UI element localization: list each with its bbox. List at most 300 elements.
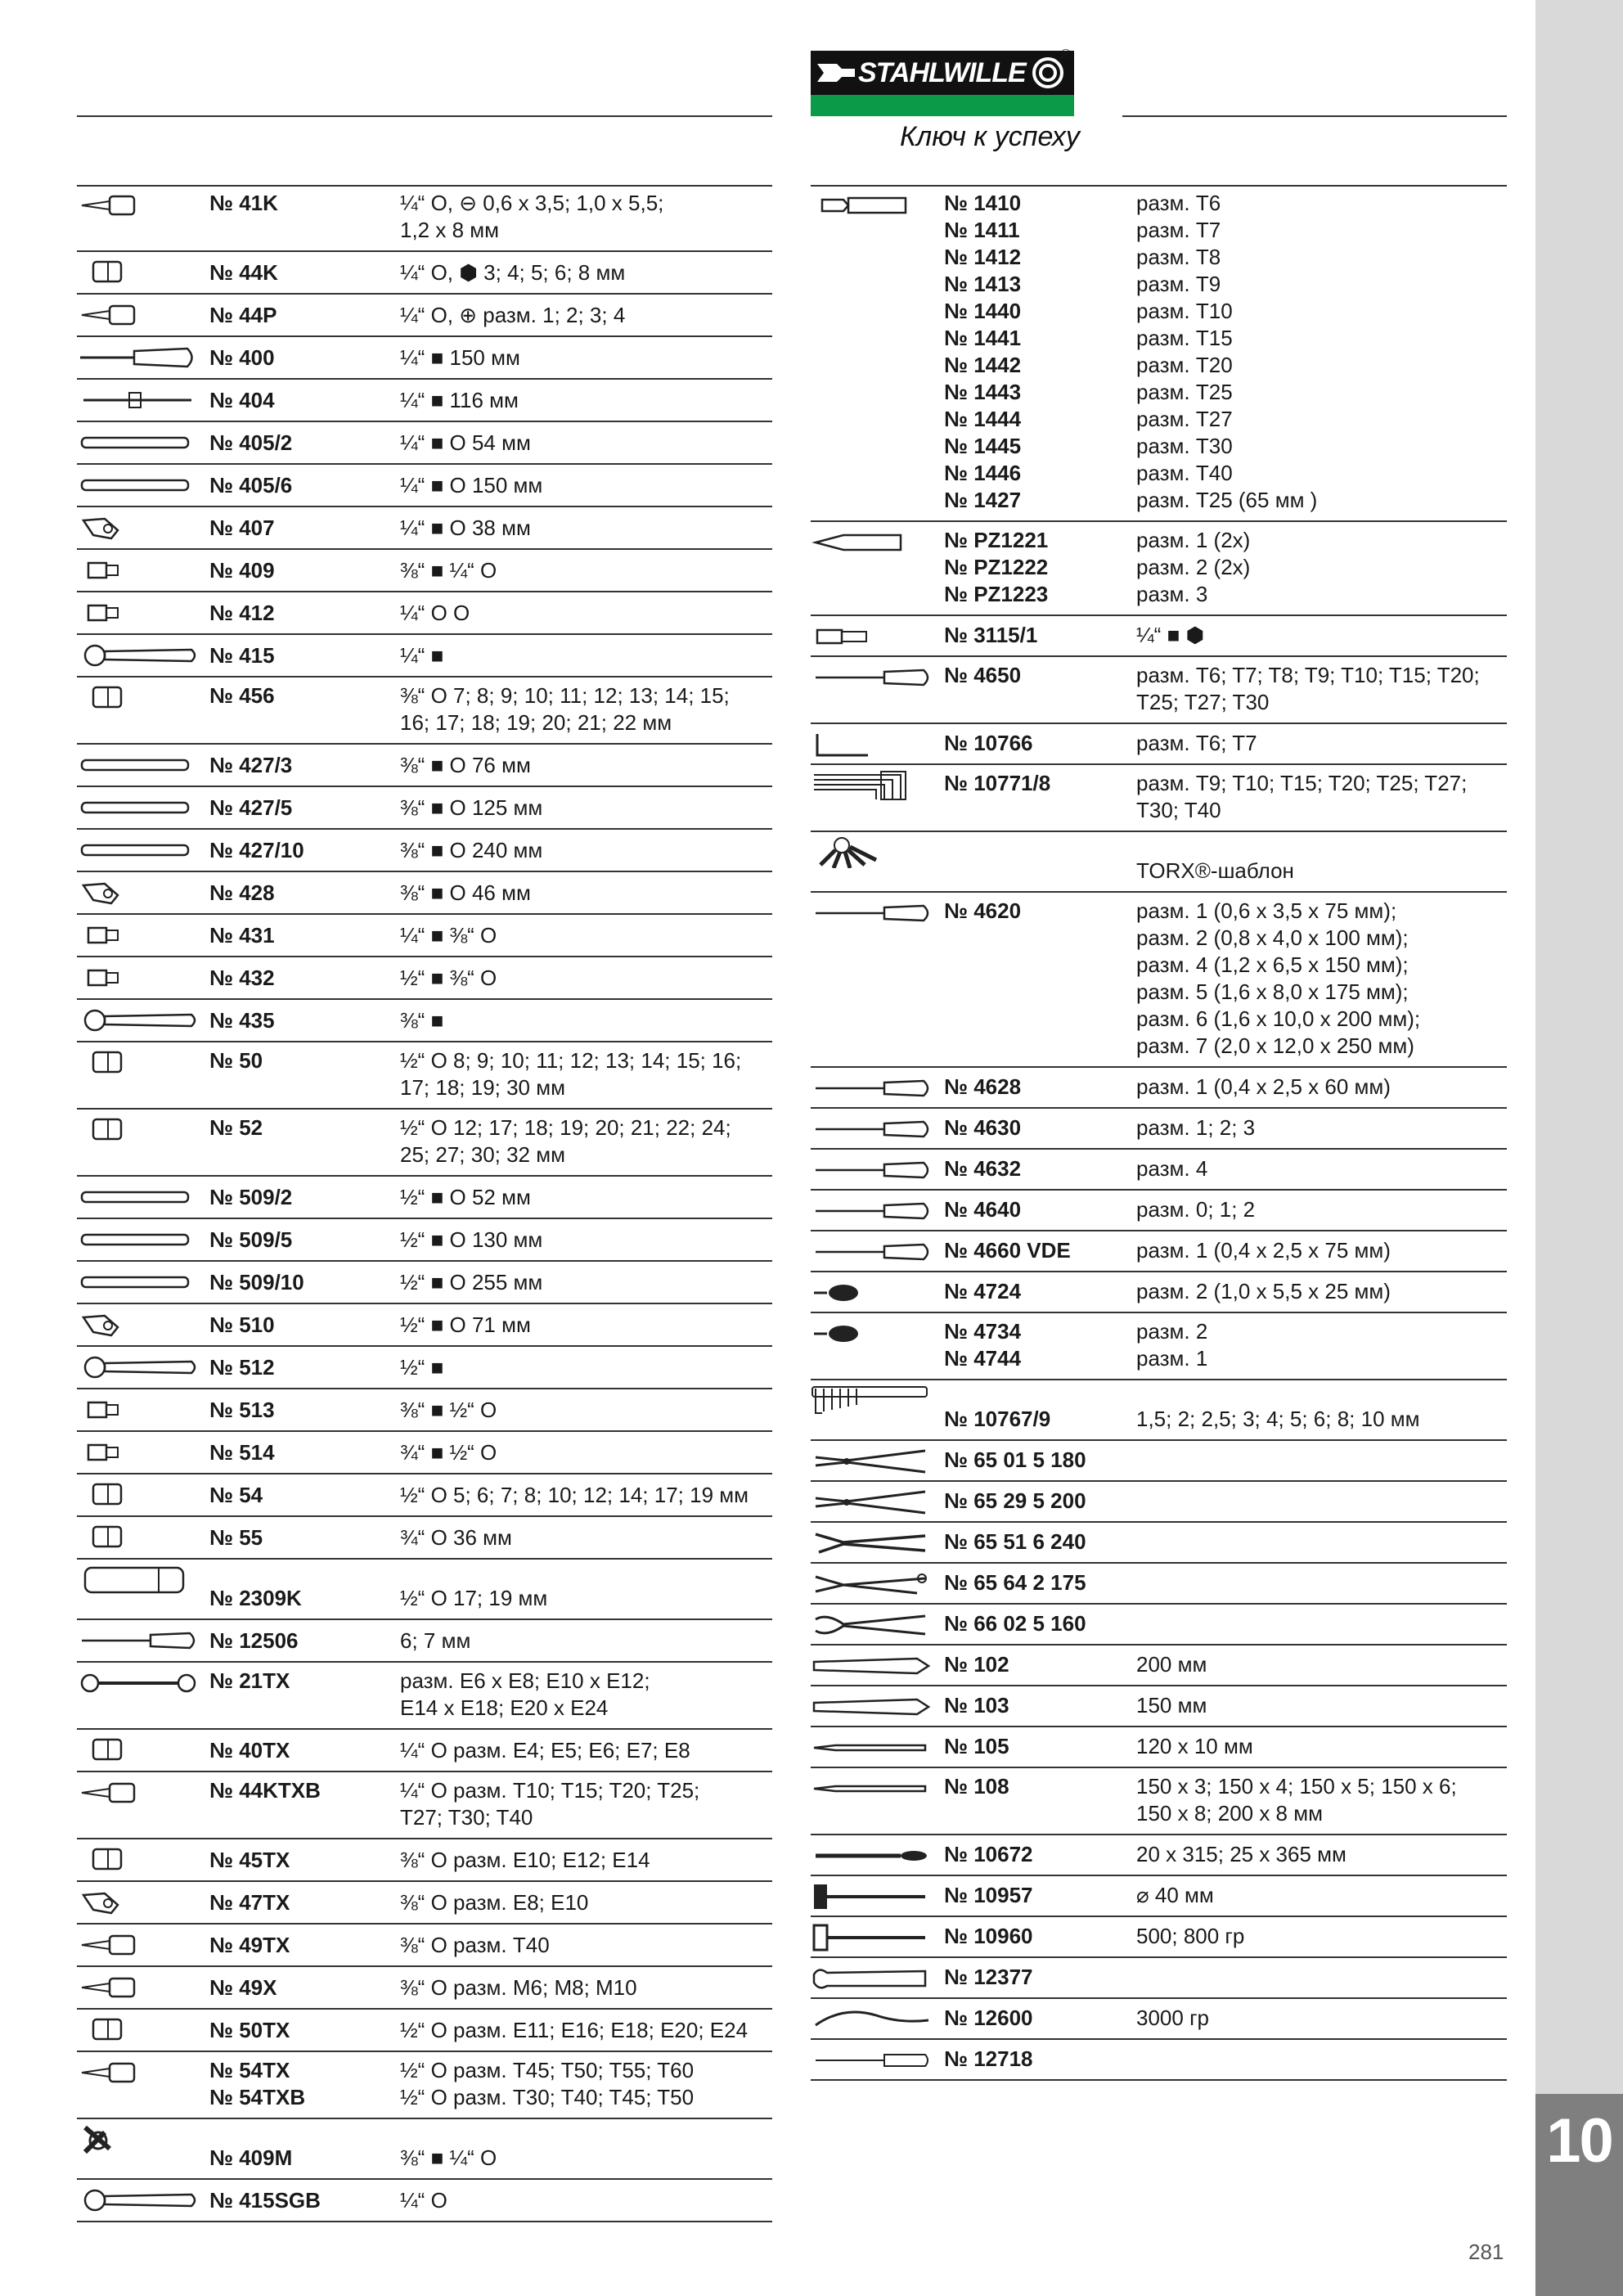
extension-bar-icon xyxy=(77,1267,200,1298)
torx-gauge-icon xyxy=(811,837,933,868)
left-row xyxy=(77,1262,772,1304)
article-number: № 509/5 xyxy=(209,1227,293,1252)
article-description: ⅜“ ■ xyxy=(400,1008,444,1033)
column-top-rule xyxy=(811,185,1507,187)
socket-bit-icon xyxy=(77,299,200,331)
left-row xyxy=(77,1839,772,1882)
right-row xyxy=(811,2040,1507,2081)
punch-icon xyxy=(811,1732,933,1763)
article-number: № 405/2 xyxy=(209,430,293,455)
left-row xyxy=(77,1177,772,1219)
article-description: 1,5; 2; 2,5; 3; 4; 5; 6; 8; 10 мм xyxy=(1136,1407,1420,1431)
article-description: TORX®-шаблон xyxy=(1136,858,1294,883)
page-sidebar xyxy=(1535,0,1623,2296)
article-number: № PZ1221 № PZ1222 № PZ1223 xyxy=(944,528,1049,606)
article-description: 200 мм xyxy=(1136,1652,1207,1677)
right-row xyxy=(811,1835,1507,1876)
article-description: 150 x 3; 150 x 4; 150 x 5; 150 x 6; 150 x 8; 200 x 8 мм xyxy=(1136,1774,1457,1826)
right-row xyxy=(811,1605,1507,1645)
article-number: № 415SGB xyxy=(209,2188,321,2213)
article-description: ½“ ■ O 52 мм xyxy=(400,1185,531,1209)
article-description: 6; 7 мм xyxy=(400,1628,471,1653)
left-row xyxy=(77,635,772,678)
article-description: ¼“ ■ xyxy=(400,643,444,668)
right-row xyxy=(811,1523,1507,1564)
mallet-icon xyxy=(811,1881,933,1912)
l-key-set-icon xyxy=(811,770,933,801)
article-description: ¼“ O, ⬢ 3; 4; 5; 6; 8 мм xyxy=(400,260,626,285)
right-row xyxy=(811,185,1507,522)
article-description: разм. 2 (1,0 x 5,5 x 25 мм) xyxy=(1136,1279,1391,1303)
scraper-icon xyxy=(811,2045,933,2076)
left-row xyxy=(77,1517,772,1560)
right-row xyxy=(811,1109,1507,1150)
bit-holder-icon xyxy=(811,621,933,652)
screwdriver-icon xyxy=(811,1073,933,1104)
left-row xyxy=(77,2010,772,2052)
wire-brush-icon xyxy=(811,1963,933,1994)
article-number: № 44P xyxy=(209,303,277,327)
article-number: № 65 51 6 240 xyxy=(944,1529,1086,1554)
article-number: № 54TX № 54TXB xyxy=(209,2058,306,2109)
left-row xyxy=(77,422,772,465)
article-number: № 415 xyxy=(209,643,275,668)
speed-brace-icon xyxy=(77,2124,200,2155)
article-description: ½“ ■ xyxy=(400,1355,444,1380)
article-description: ½“ ■ O 71 мм xyxy=(400,1312,531,1337)
article-number: № 52 xyxy=(209,1115,263,1140)
article-description: ½“ O разм. E11; E16; E18; E20; E24 xyxy=(400,2018,749,2042)
extension-bar-icon xyxy=(77,792,200,823)
right-row xyxy=(811,893,1507,1068)
article-description: ⅜“ ■ O 240 мм xyxy=(400,838,543,862)
article-description: ½“ ■ O 130 мм xyxy=(400,1227,543,1252)
article-description: ⅜“ O разм. M6; M8; M10 xyxy=(400,1975,637,2000)
article-description: ½“ ■ O 255 мм xyxy=(400,1270,543,1294)
article-description: разм. 1 (0,4 x 2,5 x 60 мм) xyxy=(1136,1074,1391,1099)
article-number: № 412 xyxy=(209,601,275,625)
article-description: ½“ ■ ⅜“ O xyxy=(400,966,497,990)
brand-logo xyxy=(811,51,1074,116)
article-number: № 409 xyxy=(209,558,275,583)
article-description: разм. 1 (0,4 x 2,5 x 75 мм) xyxy=(1136,1238,1391,1263)
left-row xyxy=(77,872,772,915)
article-number: № 4650 xyxy=(944,663,1022,687)
extension-bar-icon xyxy=(77,1224,200,1255)
article-number: № 4620 xyxy=(944,898,1022,923)
left-row xyxy=(77,380,772,422)
right-row xyxy=(811,1958,1507,1999)
universal-joint-icon xyxy=(77,1887,200,1918)
right-row xyxy=(811,1482,1507,1523)
left-row xyxy=(77,915,772,957)
right-row xyxy=(811,1231,1507,1272)
socket-icon xyxy=(77,682,200,714)
article-number: № 407 xyxy=(209,515,275,540)
right-row xyxy=(811,1727,1507,1768)
article-number: № 4628 xyxy=(944,1074,1022,1099)
article-description: разм. 1 (0,6 x 3,5 x 75 мм); разм. 2 (0,8 x 4,0 x 100 мм); разм. 4 (1,2 x 6,5 x 150 мм); разм. 5 (1,6 x 8,0 x 175 мм); разм. 6 (1,6 x 10,0 x 200 мм); разм. 7 (2,0 x 12,0 x 250 мм) xyxy=(1136,898,1421,1058)
article-description: ½“ O 17; 19 мм xyxy=(400,1586,548,1610)
right-row xyxy=(811,616,1507,657)
socket-icon xyxy=(77,2015,200,2046)
ring-spanner-icon xyxy=(77,1668,200,1699)
left-row xyxy=(77,295,772,337)
left-row xyxy=(77,1389,772,1432)
article-number: № 10960 xyxy=(944,1924,1033,1948)
article-number: № 405/6 xyxy=(209,473,293,497)
left-row xyxy=(77,1000,772,1042)
right-row xyxy=(811,1686,1507,1727)
article-number: № 10672 xyxy=(944,1842,1033,1866)
article-description: разм. T6; T7; T8; T9; T10; T15; T20; T25; T27; T30 xyxy=(1136,663,1480,714)
t-handle-icon xyxy=(77,385,200,416)
article-number: № 4632 xyxy=(944,1156,1022,1181)
article-description: 150 мм xyxy=(1136,1693,1207,1717)
chapter-number: 10 xyxy=(1546,2106,1612,2176)
left-row xyxy=(77,1474,772,1517)
article-description: ⅜“ O разм. T40 xyxy=(400,1933,550,1957)
article-description: ⅜“ ■ ¼“ O xyxy=(400,2145,497,2170)
left-row xyxy=(77,830,772,872)
left-row xyxy=(77,1967,772,2010)
article-description: 20 x 315; 25 x 365 мм xyxy=(1136,1842,1347,1866)
water-pump-pliers-icon xyxy=(811,1528,933,1559)
article-number: № 65 29 5 200 xyxy=(944,1488,1086,1513)
file-icon xyxy=(811,1840,933,1871)
left-row xyxy=(77,252,772,295)
article-number: № 456 xyxy=(209,683,275,708)
article-number: № 50 xyxy=(209,1048,263,1073)
left-row xyxy=(77,1882,772,1925)
article-number: № 514 xyxy=(209,1440,275,1465)
torx-bit-icon xyxy=(811,190,933,221)
hex-key-set-icon xyxy=(811,1385,933,1416)
article-number: № 4724 xyxy=(944,1279,1022,1303)
article-description: ⅜“ O 7; 8; 9; 10; 11; 12; 13; 14; 15; 16; 17; 18; 19; 20; 21; 22 мм xyxy=(400,683,730,735)
screwdriver-icon xyxy=(811,1236,933,1267)
wrench-icon xyxy=(812,51,861,95)
article-number: № 55 xyxy=(209,1525,263,1550)
article-number: № 509/2 xyxy=(209,1185,293,1209)
article-number: № 54 xyxy=(209,1483,263,1507)
article-number: № 10771/8 xyxy=(944,771,1051,795)
left-row xyxy=(77,1304,772,1347)
article-number: № 428 xyxy=(209,880,275,905)
article-description: ⌀ 40 мм xyxy=(1136,1883,1214,1907)
article-number: № 47TX xyxy=(209,1890,290,1915)
header-rule-left xyxy=(77,115,772,117)
article-description: разм. T9; T10; T15; T20; T25; T27; T30; T40 xyxy=(1136,771,1468,822)
article-number: № 513 xyxy=(209,1398,275,1422)
article-description: разм. 0; 1; 2 xyxy=(1136,1197,1256,1222)
article-number: № 41K xyxy=(209,191,278,215)
article-number: № 435 xyxy=(209,1008,275,1033)
adaptor-icon xyxy=(77,597,200,628)
driver-handle-icon xyxy=(77,342,200,373)
article-number: № 4734 № 4744 xyxy=(944,1319,1022,1371)
article-description: ½“ O 12; 17; 18; 19; 20; 21; 22; 24; 25; 27; 30; 32 мм xyxy=(400,1115,731,1167)
logo-text: STAHLWILLE xyxy=(858,57,1026,88)
article-number: № 3115/1 xyxy=(944,623,1038,647)
article-description: ¼“ O xyxy=(400,2188,447,2213)
ratchet-icon xyxy=(77,640,200,671)
hammer-icon xyxy=(811,1922,933,1953)
article-number: № 10766 xyxy=(944,731,1033,755)
left-row xyxy=(77,1042,772,1110)
left-row xyxy=(77,465,772,507)
universal-joint-icon xyxy=(77,877,200,908)
article-description: 3000 гр xyxy=(1136,2006,1210,2030)
left-row xyxy=(77,1560,772,1620)
article-description: 120 x 10 мм xyxy=(1136,1734,1253,1758)
right-row xyxy=(811,765,1507,832)
left-row xyxy=(77,957,772,1000)
article-description: ¼“ ■ O 38 мм xyxy=(400,515,531,540)
article-number: № 50TX xyxy=(209,2018,290,2042)
article-description: ¼“ O, ⊕ разм. 1; 2; 3; 4 xyxy=(400,303,626,327)
article-number: № 1410 № 1411 № 1412 № 1413 № 1440 № 1441 № 1442 № 1443 № 1444 № 1445 № 1446 № 1427 xyxy=(944,191,1022,512)
socket-bit-icon xyxy=(77,1929,200,1961)
socket-icon xyxy=(77,1114,200,1146)
right-row xyxy=(811,1645,1507,1686)
left-row xyxy=(77,1110,772,1177)
article-description: ¼“ O O xyxy=(400,601,470,625)
article-description: ⅜“ ■ ¼“ O xyxy=(400,558,497,583)
socket-icon xyxy=(77,1735,200,1766)
article-number: № 44KTXB xyxy=(209,1778,321,1803)
socket-icon xyxy=(77,1047,200,1078)
article-description: ¼“ O разм. T10; T15; T20; T25; T27; T30; T40 xyxy=(400,1778,700,1830)
article-number: № 4640 xyxy=(944,1197,1022,1222)
article-number: № 4660 VDE xyxy=(944,1238,1071,1263)
article-number: № 2309K xyxy=(209,1586,302,1610)
left-row xyxy=(77,1432,772,1474)
article-description: ⅜“ ■ O 46 мм xyxy=(400,880,531,905)
extension-bar-icon xyxy=(77,835,200,866)
article-description: разм. E6 x E8; E10 x E12; E14 x E18; E20 x E24 xyxy=(400,1668,650,1720)
article-number: № 512 xyxy=(209,1355,275,1380)
left-row xyxy=(77,678,772,745)
extension-bar-icon xyxy=(77,427,200,458)
socket-icon xyxy=(77,257,200,288)
punch-icon xyxy=(811,1773,933,1804)
right-row xyxy=(811,1917,1507,1958)
extension-bar-icon xyxy=(77,750,200,781)
screwdriver-icon xyxy=(77,1625,200,1656)
universal-joint-icon xyxy=(77,1309,200,1340)
pozidriv-bit-icon xyxy=(811,527,933,558)
article-description: ⅜“ ■ ½“ O xyxy=(400,1398,497,1422)
left-row xyxy=(77,507,772,550)
right-row xyxy=(811,522,1507,616)
article-description: разм. 1; 2; 3 xyxy=(1136,1115,1256,1140)
article-description: ½“ O 8; 9; 10; 11; 12; 13; 14; 15; 16; 17; 18; 19; 30 мм xyxy=(400,1048,742,1100)
article-number: № 427/3 xyxy=(209,753,293,777)
left-row xyxy=(77,2052,772,2119)
chapter-tab xyxy=(1535,2094,1623,2296)
pliers-icon xyxy=(811,1487,933,1518)
extension-bar-icon xyxy=(77,1182,200,1213)
left-row xyxy=(77,1219,772,1262)
deep-socket-icon xyxy=(77,1564,200,1596)
adaptor-icon xyxy=(77,1394,200,1425)
article-number: № 40TX xyxy=(209,1738,290,1763)
article-number: № 12377 xyxy=(944,1965,1033,1989)
article-description: ¼“ O, ⊖ 0,6 x 3,5; 1,0 x 5,5; 1,2 x 8 мм xyxy=(400,191,664,242)
article-description: ¼“ ■ O 54 мм xyxy=(400,430,531,455)
right-row xyxy=(811,1564,1507,1605)
left-row xyxy=(77,1925,772,1967)
left-row xyxy=(77,787,772,830)
left-row xyxy=(77,185,772,252)
left-row xyxy=(77,337,772,380)
article-description: разм. T6; T7 xyxy=(1136,731,1257,755)
right-row xyxy=(811,1441,1507,1482)
adaptor-icon xyxy=(77,962,200,993)
article-description: разм. 1 (2x) разм. 2 (2x) разм. 3 xyxy=(1136,528,1251,606)
article-number: № 66 02 5 160 xyxy=(944,1611,1086,1636)
socket-icon xyxy=(77,1844,200,1875)
article-description: разм. 2 разм. 1 xyxy=(1136,1319,1208,1371)
left-row xyxy=(77,550,772,592)
article-number: № 4630 xyxy=(944,1115,1022,1140)
article-number: № 49X xyxy=(209,1975,277,2000)
article-number: № 10957 xyxy=(944,1883,1033,1907)
brand-slogan: Ключ к успеху xyxy=(900,121,1080,152)
article-description: 500; 800 гр xyxy=(1136,1924,1245,1948)
article-description: разм. 4 xyxy=(1136,1156,1208,1181)
article-description: ¼“ ■ 116 мм xyxy=(400,388,519,412)
socket-icon xyxy=(77,1522,200,1553)
screwdriver-icon xyxy=(811,662,933,693)
right-row xyxy=(811,1068,1507,1109)
chisel-icon xyxy=(811,1691,933,1722)
socket-bit-icon xyxy=(77,1972,200,2003)
article-number: № 65 64 2 175 xyxy=(944,1570,1086,1595)
article-description: ½“ O разм. T45; T50; T55; T60 ½“ O разм. T30; T40; T45; T50 xyxy=(400,2058,695,2109)
article-description: ¾“ O 36 мм xyxy=(400,1525,512,1550)
article-description: ¼“ ■ O 150 мм xyxy=(400,473,543,497)
article-number: № 12506 xyxy=(209,1628,299,1653)
socket-icon xyxy=(77,1479,200,1510)
universal-joint-icon xyxy=(77,512,200,543)
article-number: № 404 xyxy=(209,388,275,412)
ratchet-icon xyxy=(77,1352,200,1383)
article-description: ¼“ O разм. E4; E5; E6; E7; E8 xyxy=(400,1738,690,1763)
article-number: № 105 xyxy=(944,1734,1009,1758)
chisel-icon xyxy=(811,1650,933,1681)
cutting-pliers-icon xyxy=(811,1609,933,1641)
adaptor-icon xyxy=(77,555,200,586)
right-row xyxy=(811,832,1507,893)
l-key-icon xyxy=(811,729,933,760)
screwdriver-icon xyxy=(811,1155,933,1186)
article-description: ¼“ ■ ⅜“ O xyxy=(400,923,497,948)
right-row xyxy=(811,1999,1507,2040)
left-row xyxy=(77,1772,772,1839)
left-row xyxy=(77,1347,772,1389)
ratchet-icon xyxy=(77,1005,200,1036)
column-top-rule xyxy=(77,185,772,187)
magnetic-pick-up-icon xyxy=(811,2004,933,2035)
screwdriver-icon xyxy=(811,1195,933,1227)
article-number: № 427/10 xyxy=(209,838,304,862)
article-number: № 49TX xyxy=(209,1933,290,1957)
article-number: № 509/10 xyxy=(209,1270,304,1294)
article-number: № 12600 xyxy=(944,2006,1033,2030)
article-description: ⅜“ ■ O 125 мм xyxy=(400,795,543,820)
article-number: № 10767/9 xyxy=(944,1407,1051,1431)
article-number: № 510 xyxy=(209,1312,275,1337)
socket-bit-icon xyxy=(77,1777,200,1808)
article-number: № 431 xyxy=(209,923,275,948)
right-row xyxy=(811,1191,1507,1231)
right-row xyxy=(811,1768,1507,1835)
article-description: разм. T6 разм. T7 разм. T8 разм. T9 разм. T10 разм. T15 разм. T20 разм. T25 разм. T27 разм. T30 разм. T40 разм. T25 (65 мм ) xyxy=(1136,191,1318,512)
extension-bar-icon xyxy=(77,470,200,501)
left-row xyxy=(77,745,772,787)
left-row xyxy=(77,1730,772,1772)
left-row xyxy=(77,1620,772,1663)
article-number: № 432 xyxy=(209,966,275,990)
article-number: № 409M xyxy=(209,2145,293,2170)
header-rule-right xyxy=(1122,115,1507,117)
socket-bit-icon xyxy=(77,2057,200,2088)
article-description: ¼“ ■ ⬢ xyxy=(1136,623,1205,647)
article-description: ⅜“ O разм. E10; E12; E14 xyxy=(400,1848,650,1872)
right-row xyxy=(811,1272,1507,1313)
article-number: № 108 xyxy=(944,1774,1009,1799)
pliers-icon xyxy=(811,1446,933,1477)
adaptor-icon xyxy=(77,1437,200,1468)
left-row xyxy=(77,2180,772,2222)
ratchet-icon xyxy=(77,2185,200,2216)
article-description: ⅜“ O разм. E8; E10 xyxy=(400,1890,589,1915)
right-row xyxy=(811,724,1507,765)
right-row xyxy=(811,1150,1507,1191)
article-number: № 21TX xyxy=(209,1668,290,1693)
article-number: № 45TX xyxy=(209,1848,290,1872)
locking-pliers-icon xyxy=(811,1569,933,1600)
right-row xyxy=(811,1313,1507,1380)
left-row xyxy=(77,2119,772,2180)
right-row xyxy=(811,1380,1507,1441)
article-description: ⅜“ ■ O 76 мм xyxy=(400,753,531,777)
adaptor-icon xyxy=(77,920,200,951)
article-number: № 65 01 5 180 xyxy=(944,1447,1086,1472)
article-description: ¼“ ■ 150 мм xyxy=(400,345,520,370)
article-description: ¾“ ■ ½“ O xyxy=(400,1440,497,1465)
registered-mark: ® xyxy=(1061,47,1071,61)
right-row xyxy=(811,657,1507,724)
stubby-screwdriver-icon xyxy=(811,1318,933,1349)
right-row xyxy=(811,1876,1507,1917)
article-number: № 44K xyxy=(209,260,278,285)
article-number: № 400 xyxy=(209,345,275,370)
screwdriver-icon xyxy=(811,898,933,929)
socket-bit-icon xyxy=(77,190,200,221)
article-number: № 427/5 xyxy=(209,795,293,820)
article-number: № 12718 xyxy=(944,2046,1033,2071)
left-row xyxy=(77,1663,772,1730)
article-number: № 103 xyxy=(944,1693,1009,1717)
article-description: ½“ O 5; 6; 7; 8; 10; 12; 14; 17; 19 мм xyxy=(400,1483,749,1507)
page-number: 281 xyxy=(1468,2240,1504,2264)
left-row xyxy=(77,592,772,635)
screwdriver-icon xyxy=(811,1114,933,1145)
stubby-screwdriver-icon xyxy=(811,1277,933,1308)
